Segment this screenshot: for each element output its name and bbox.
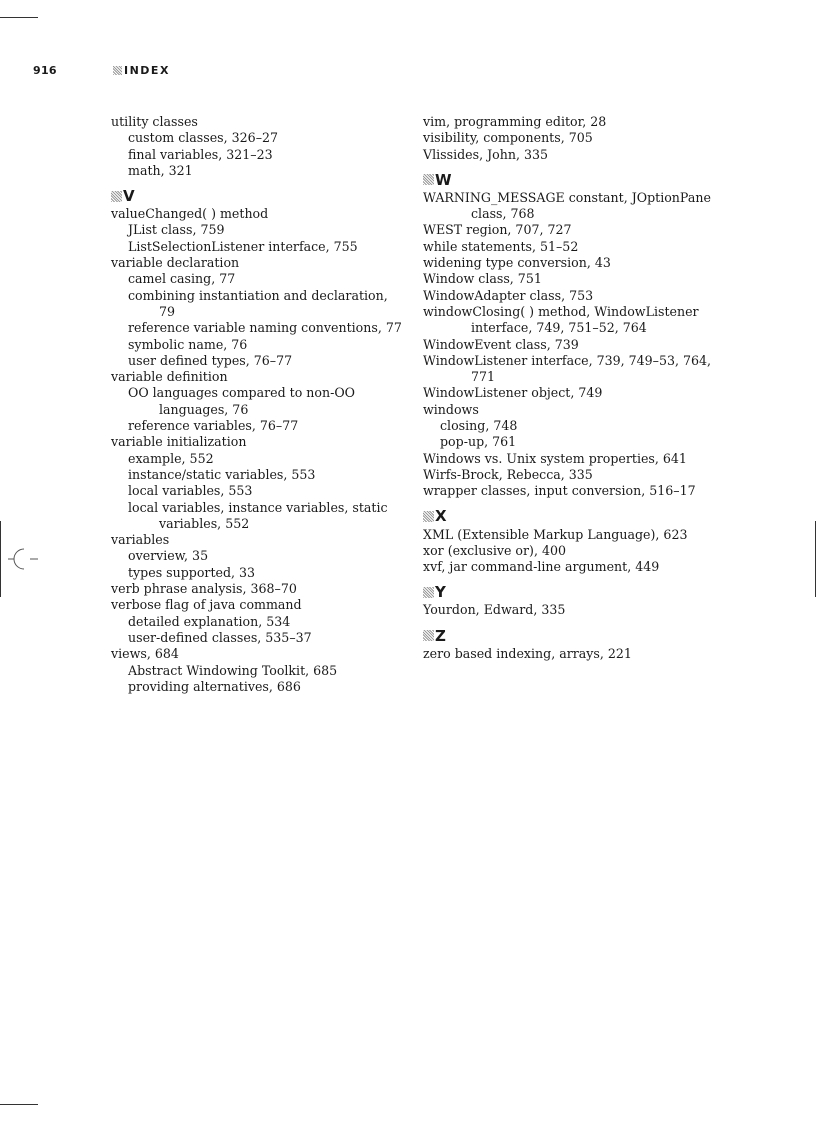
index-entry	[423, 147, 723, 163]
section-heading-w	[423, 172, 723, 188]
index-subentry	[111, 418, 401, 434]
index-entry	[111, 581, 401, 597]
index-subentry	[111, 320, 401, 336]
entry-text: detailed explanation, 534	[128, 613, 291, 629]
index-subentry	[423, 418, 723, 434]
index-entry	[423, 353, 723, 386]
entry-text: verbose flag of java command	[111, 597, 302, 613]
entry-text: ListSelectionListener interface, 755	[128, 238, 358, 254]
entry-text: local variables, 553	[128, 483, 253, 499]
index-entry	[423, 483, 723, 499]
hatch-marker-icon	[423, 511, 434, 522]
section-letter: Z	[435, 626, 446, 645]
index-subentry	[111, 663, 401, 679]
index-entry	[111, 255, 401, 271]
page-number: 916	[33, 63, 57, 77]
index-subentry	[111, 130, 401, 146]
index-entry	[423, 239, 723, 255]
entry-text: user-defined classes, 535–37	[128, 629, 312, 645]
index-subentry	[111, 548, 401, 564]
index-entry	[423, 527, 723, 543]
entry-text: reference variables, 76–77	[128, 418, 299, 434]
entry-text: overview, 35	[128, 548, 209, 564]
entry-text: variable initialization	[111, 434, 247, 450]
entry-text: OO languages compared to non-OO	[128, 385, 356, 401]
entry-text: closing, 748	[440, 418, 518, 434]
entry-text: utility classes	[111, 114, 198, 129]
section-letter: W	[435, 170, 452, 189]
entry-text: variables	[111, 532, 170, 548]
entry-text: WindowEvent class, 739	[423, 336, 579, 352]
index-entry	[423, 559, 723, 575]
entry-text: WindowListener interface, 739, 749–53, 764,	[423, 352, 712, 368]
entry-text: Windows vs. Unix system properties, 641	[423, 450, 687, 466]
index-entry	[423, 451, 723, 467]
entry-text: xor (exclusive or), 400	[423, 542, 566, 558]
entry-text: custom classes, 326–27	[128, 130, 279, 146]
entry-text: xvf, jar command-line argument, 449	[423, 559, 660, 575]
section-letter: V	[123, 187, 135, 206]
index-column-left	[111, 114, 401, 695]
entry-text: Yourdon, Edward, 335	[423, 602, 566, 618]
index-entry	[423, 467, 723, 483]
index-subentry	[111, 288, 401, 321]
index-entry	[111, 206, 401, 222]
hatch-marker-icon	[423, 174, 434, 185]
entry-text: widening type conversion, 43	[423, 255, 611, 271]
index-subentry	[111, 385, 401, 418]
section-heading-y	[423, 584, 723, 600]
entry-text: camel casing, 77	[128, 271, 236, 287]
index-entry	[111, 434, 401, 450]
index-subentry	[111, 565, 401, 581]
entry-text: JList class, 759	[128, 222, 225, 238]
entry-text: while statements, 51–52	[423, 238, 579, 254]
index-entry	[423, 385, 723, 401]
entry-text: variable definition	[111, 369, 228, 385]
entry-text: math, 321	[128, 162, 193, 178]
entry-continuation: class, 768	[471, 206, 535, 222]
hatch-marker-icon	[111, 191, 122, 202]
registration-mark	[4, 547, 40, 571]
section-letter: Y	[435, 583, 446, 602]
entry-text: providing alternatives, 686	[128, 678, 301, 694]
entry-text: reference variable naming conventions, 77	[128, 320, 402, 336]
entry-text: zero based indexing, arrays, 221	[423, 645, 632, 661]
entry-text: wrapper classes, input conversion, 516–17	[423, 483, 696, 499]
index-entry	[423, 646, 723, 662]
entry-continuation: interface, 749, 751–52, 764	[471, 320, 647, 336]
index-subentry	[111, 353, 401, 369]
section-heading-z	[423, 628, 723, 644]
index-subentry	[111, 500, 401, 533]
entry-text: Vlissides, John, 335	[423, 146, 548, 162]
section-heading-v	[111, 188, 401, 204]
entry-text: example, 552	[128, 450, 214, 466]
index-subentry	[111, 679, 401, 695]
entry-text: windows	[423, 401, 479, 417]
index-entry	[111, 646, 401, 662]
hatch-marker-icon	[423, 630, 434, 641]
index-subentry	[111, 451, 401, 467]
entry-text: final variables, 321–23	[128, 146, 273, 162]
index-entry	[423, 288, 723, 304]
section-letter: X	[435, 507, 447, 526]
entry-text: XML (Extensible Markup Language), 623	[423, 526, 688, 542]
index-subentry	[111, 222, 401, 238]
index-entry	[423, 402, 723, 418]
crop-mark	[0, 1104, 38, 1105]
entry-text: WARNING_MESSAGE constant, JOptionPane	[423, 189, 711, 205]
hatch-marker-icon	[423, 587, 434, 598]
entry-text: WindowAdapter class, 753	[423, 287, 594, 303]
index-subentry	[111, 483, 401, 499]
entry-text: combining instantiation and declaration,	[128, 287, 388, 303]
entry-continuation: languages, 76	[159, 401, 249, 417]
entry-text: Abstract Windowing Toolkit, 685	[128, 662, 338, 678]
entry-text: Wirfs-Brock, Rebecca, 335	[423, 466, 593, 482]
section-heading-x	[423, 509, 723, 525]
index-entry	[423, 190, 723, 223]
entry-text: windowClosing( ) method, WindowListener	[423, 303, 699, 319]
index-entry	[111, 114, 401, 130]
entry-continuation: 79	[159, 303, 176, 319]
index-subentry	[111, 163, 401, 179]
entry-text: pop-up, 761	[440, 434, 517, 450]
entry-text: variable declaration	[111, 255, 240, 271]
entry-text: WindowListener object, 749	[423, 385, 603, 401]
entry-text: symbolic name, 76	[128, 336, 248, 352]
index-subentry	[111, 467, 401, 483]
index-entry	[111, 597, 401, 613]
crop-mark	[0, 521, 1, 597]
running-head-label: INDEX	[124, 63, 170, 77]
entry-text: vim, programming editor, 28	[423, 114, 607, 129]
running-head	[113, 64, 170, 77]
index-entry	[423, 304, 723, 337]
entry-text: Window class, 751	[423, 271, 542, 287]
hatch-marker-icon	[113, 66, 122, 75]
index-subentry	[111, 337, 401, 353]
entry-text: types supported, 33	[128, 564, 256, 580]
index-entry	[423, 602, 723, 618]
index-column-right	[423, 114, 723, 662]
index-entry	[423, 543, 723, 559]
index-entry	[423, 255, 723, 271]
index-entry	[423, 114, 723, 130]
entry-text: WEST region, 707, 727	[423, 222, 572, 238]
index-subentry	[111, 271, 401, 287]
entry-text: local variables, instance variables, static	[128, 499, 388, 515]
index-entry	[423, 271, 723, 287]
entry-text: views, 684	[111, 646, 179, 662]
crop-mark	[0, 17, 38, 18]
index-entry	[111, 532, 401, 548]
entry-text: instance/static variables, 553	[128, 466, 316, 482]
index-entry	[111, 369, 401, 385]
index-subentry	[111, 239, 401, 255]
entry-text: user defined types, 76–77	[128, 352, 293, 368]
index-subentry	[111, 147, 401, 163]
index-subentry	[111, 630, 401, 646]
index-entry	[423, 337, 723, 353]
entry-text: verb phrase analysis, 368–70	[111, 581, 297, 597]
entry-continuation: 771	[471, 369, 496, 385]
page-header	[33, 63, 170, 77]
entry-continuation: variables, 552	[159, 515, 250, 531]
entry-text: valueChanged( ) method	[111, 206, 269, 222]
index-subentry	[423, 434, 723, 450]
index-entry	[423, 222, 723, 238]
entry-text: visibility, components, 705	[423, 130, 593, 146]
index-entry	[423, 130, 723, 146]
index-subentry	[111, 614, 401, 630]
